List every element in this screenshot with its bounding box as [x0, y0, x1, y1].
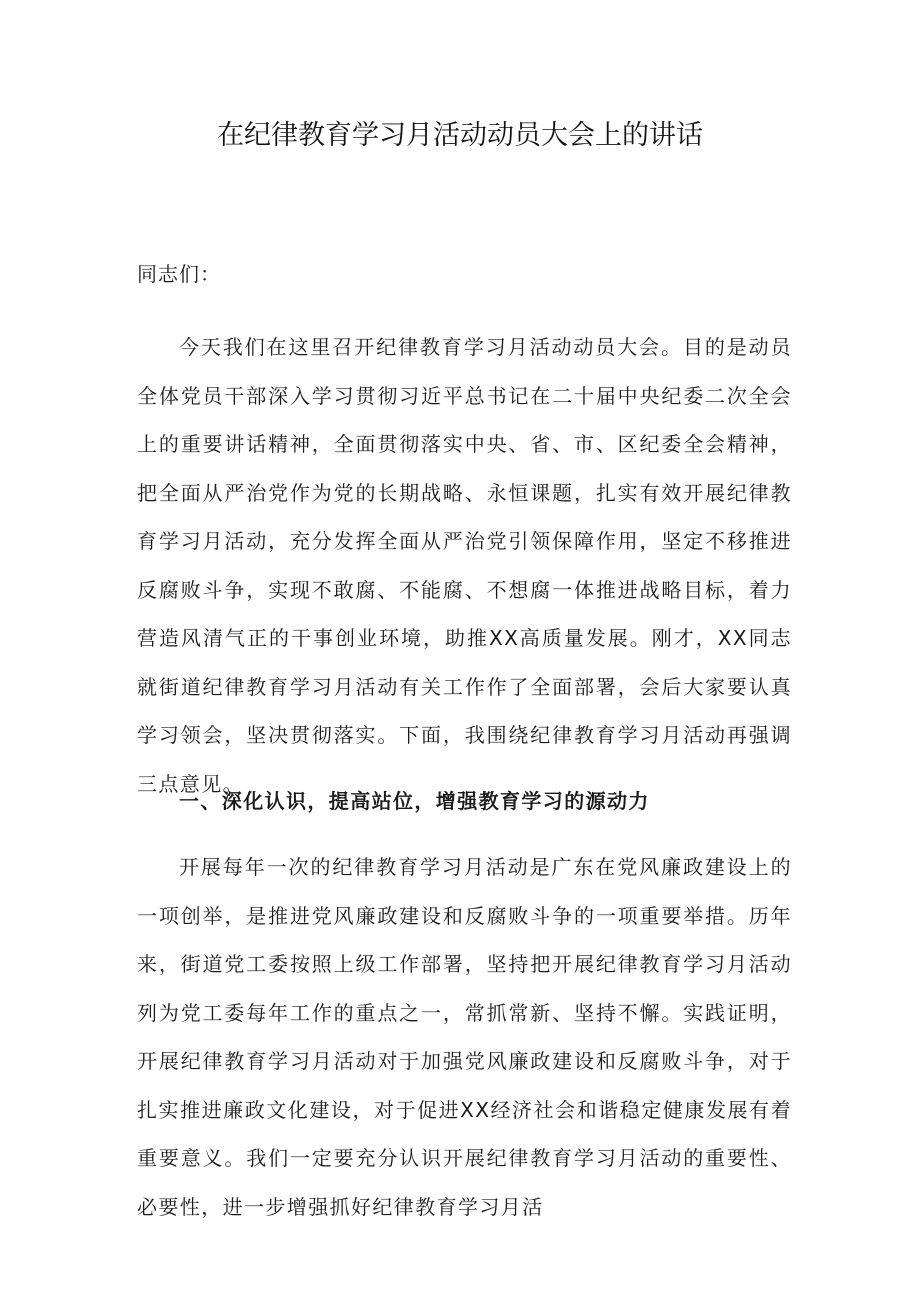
document-title: 在纪律教育学习月活动动员大会上的讲话 — [217, 120, 703, 151]
paragraph-intro: 今天我们在这里召开纪律教育学习月活动动员大会。目的是动员全体党员干部深入学习贯彻习近平总书记在二十届中央纪委二次全会上的重要讲话精神，全面贯彻落实中央、省、市、区纪委全会精神，把全面从严治党作为党的长期战略、永恒课题，扎实有效开展纪律教育学习月活动，充分发挥全面从严治党引领保障作用，坚定不移推进反腐败斗争，实现不敢腐、不能腐、不想腐一体推进战略目标，着力营造风清气正的干事创业环境，助推XX高质量发展。刚才，XX同志就街道纪律教育学习月活动有关工作作了全面部署，会后大家要认真学习领会，坚决贯彻落实。下面，我围绕纪律教育学习月活动再强调三点意见。 — [137, 335, 792, 796]
salutation: 同志们： — [137, 262, 221, 286]
paragraph-section-1: 开展每年一次的纪律教育学习月活动是广东在党风廉政建设上的一项创举，是推进党风廉政建设和反腐败斗争的一项重要举措。历年来，街道党工委按照上级工作部署，坚持把开展纪律教育学习月活动列为党工委每年工作的重点之一，常抓常新、坚持不懈。实践证明，开展纪律教育学习月活动对于加强党风廉政建设和反腐败斗争，对于扎实推进廉政文化建设，对于促进XX经济社会和谐稳定健康发展有着重要意义。我们一定要充分认识开展纪律教育学习月活动的重要性、必要性，进一步增强抓好纪律教育学习月活 — [137, 855, 792, 1219]
section-heading-1: 一、深化认识，提高站位，增强教育学习的源动力 — [179, 789, 650, 813]
